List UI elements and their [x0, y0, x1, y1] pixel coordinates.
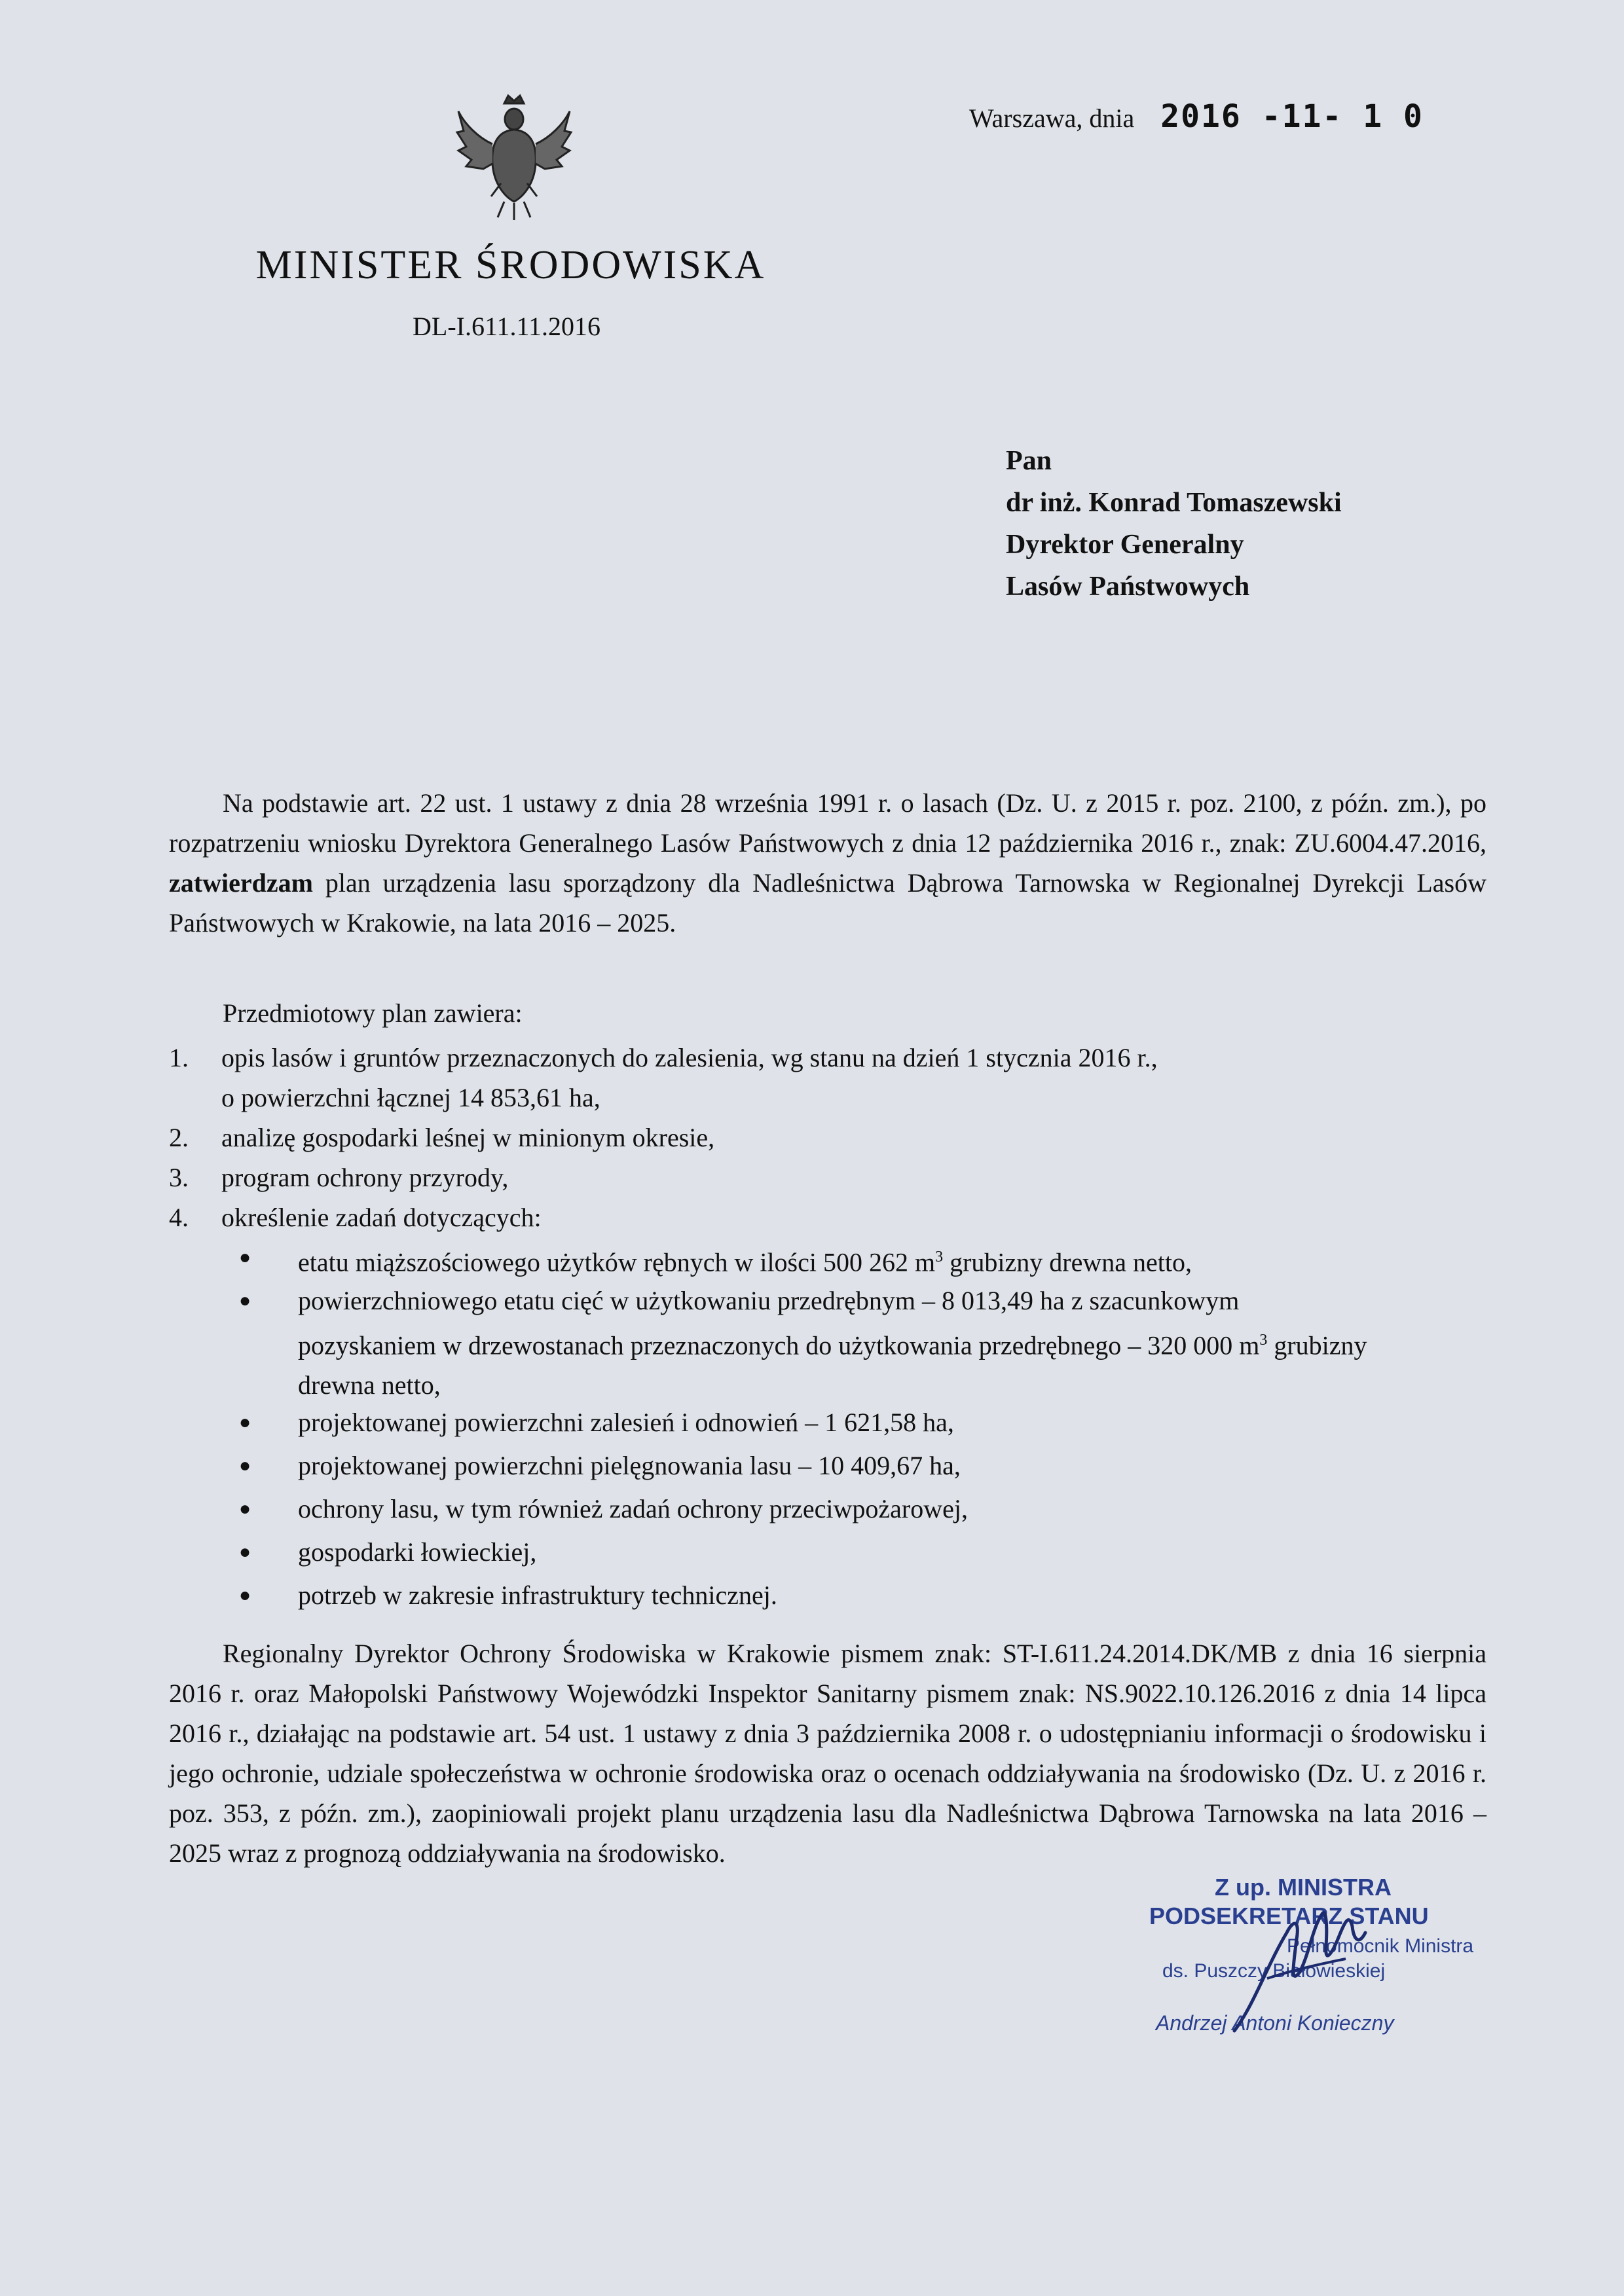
paragraph-text: plan urządzenia lasu sporządzony dla Nadleśnictwa Dąbrowa Tarnowska w Regionalnej Dyrekcji Lasów Państwowych w Krakowie, na lata 2016 – 2025. — [169, 868, 1486, 938]
minister-title: MINISTER ŚRODOWISKA — [255, 243, 766, 287]
bullet-icon: ● — [239, 1455, 251, 1476]
bullet-item — [239, 1532, 1418, 1572]
bullet-icon: ● — [239, 1541, 251, 1563]
bullet-text: etatu miąższościowego użytków rębnych w ilości 500 262 m — [298, 1247, 936, 1277]
approval-keyword: zatwierdzam — [169, 868, 313, 898]
bullet-text: grubizny drewna netto, — [298, 1330, 1367, 1400]
bullet-item — [239, 1402, 1418, 1442]
list-item-number: 1. — [169, 1043, 189, 1072]
date-stamp: 2016 -11- 1 0 — [1160, 98, 1424, 135]
bullet-item — [239, 1237, 1418, 1282]
list-item-number: 3. — [169, 1163, 189, 1192]
handwritten-signature — [1136, 1874, 1477, 2057]
list-item-text: o powierzchni łącznej 14 853,61 ha, — [221, 1083, 600, 1112]
bullet-icon: ● — [239, 1412, 251, 1433]
stamp-line: Pełnomocnik Ministra — [1287, 1935, 1474, 1957]
date-prefix: Warszawa, dnia — [969, 103, 1135, 133]
bullet-text: gospodarki łowieckiej, — [298, 1537, 537, 1567]
addressee-line: dr inż. Konrad Tomaszewski — [1006, 488, 1342, 518]
list-item — [169, 1157, 1413, 1197]
bullet-icon: ● — [239, 1247, 251, 1268]
list-item-text: analizę gospodarki leśnej w minionym okresie, — [221, 1123, 715, 1152]
bullet-text: powierzchniowego etatu cięć w użytkowaniu przedrębnym – 8 013,49 ha z szacunkowym pozyskaniem w drzewostanach przeznaczonych do użytkowania przedrębnego – 320 000 m — [298, 1286, 1260, 1360]
bullet-text: projektowanej powierzchni pielęgnowania lasu – 10 409,67 ha, — [298, 1451, 961, 1480]
list-item — [169, 1038, 1413, 1118]
paragraph-text: Na podstawie art. 22 ust. 1 ustawy z dnia 28 września 1991 r. o lasach (Dz. U. z 2015 r. poz. 2100, z późn. zm.), po rozpatrzeniu wniosku Dyrektora Generalnego Lasów Państwowych z dnia 12 października 2016 r., znak: ZU.6004.47.2016, — [169, 788, 1486, 858]
paragraph-approval — [169, 783, 1486, 943]
addressee-block — [1006, 440, 1342, 608]
addressee-line: Lasów Państwowych — [1006, 572, 1250, 602]
list-item-text: określenie zadań dotyczących: — [221, 1203, 542, 1232]
signature-stamp — [1136, 1874, 1477, 2057]
list-intro: Przedmiotowy plan zawiera: — [223, 998, 523, 1028]
bullet-text: grubizny drewna netto, — [943, 1247, 1192, 1277]
stamp-name: Andrzej Antoni Konieczny — [1156, 2011, 1394, 2035]
stamp-line: ds. Puszczy Białowieskiej — [1162, 1960, 1386, 1982]
bullet-text: ochrony lasu, w tym również zadań ochrony przeciwpożarowej, — [298, 1494, 968, 1523]
list-item-text: opis lasów i gruntów przeznaczonych do zalesienia, wg stanu na dzień 1 stycznia 2016 r., — [221, 1043, 1158, 1072]
bullet-item — [239, 1575, 1418, 1615]
stamp-line: Z up. MINISTRA — [1215, 1874, 1392, 1901]
list-item — [169, 1197, 1413, 1237]
list-item-number: 4. — [169, 1203, 189, 1232]
list-item-text: program ochrony przyrody, — [221, 1163, 509, 1192]
bullet-item — [239, 1446, 1418, 1485]
superscript: 3 — [1259, 1332, 1268, 1349]
date-line — [969, 98, 1424, 135]
bullet-icon: ● — [239, 1290, 251, 1311]
addressee-line: Pan — [1006, 446, 1052, 476]
bullet-text: potrzeb w zakresie infrastruktury technicznej. — [298, 1580, 777, 1610]
reference-number: DL-I.611.11.2016 — [413, 312, 600, 341]
bullet-item — [239, 1489, 1418, 1529]
stamp-line: PODSEKRETARZ STANU — [1149, 1903, 1429, 1929]
polish-eagle-emblem-icon — [452, 92, 576, 223]
paragraph-opinions: Regionalny Dyrektor Ochrony Środowiska w Krakowie pismem znak: ST-I.611.24.2014.DK/MB z dnia 16 sierpnia 2016 r. oraz Małopolski Państwowy Wojewódzki Inspektor Sanitarny pismem znak: NS.9022.10.126.2016 z dnia 14 lipca 2016 r., działając na podstawie art. 54 ust. 1 ustawy z dnia 3 października 2008 r. o udostępnianiu informacji o środowisku i jego ochronie, udziale społeczeństwa w ochronie środowiska oraz o ocenach oddziaływania na środowisko (Dz. U. z 2016 r. poz. 353, z późn. zm.), zaopiniowali projekt planu urządzenia lasu dla Nadleśnictwa Dąbrowa Tarnowska na lata 2016 – 2025 wraz z prognozą oddziaływania na środowisko. — [169, 1639, 1486, 1868]
addressee-line: Dyrektor Generalny — [1006, 530, 1244, 560]
superscript: 3 — [935, 1248, 944, 1266]
bullet-text: projektowanej powierzchni zalesień i odnowień – 1 621,58 ha, — [298, 1408, 954, 1437]
list-item-number: 2. — [169, 1123, 189, 1152]
bullet-icon: ● — [239, 1498, 251, 1520]
list-item — [169, 1118, 1413, 1157]
bullet-icon: ● — [239, 1584, 251, 1606]
bullet-item — [239, 1281, 1418, 1405]
